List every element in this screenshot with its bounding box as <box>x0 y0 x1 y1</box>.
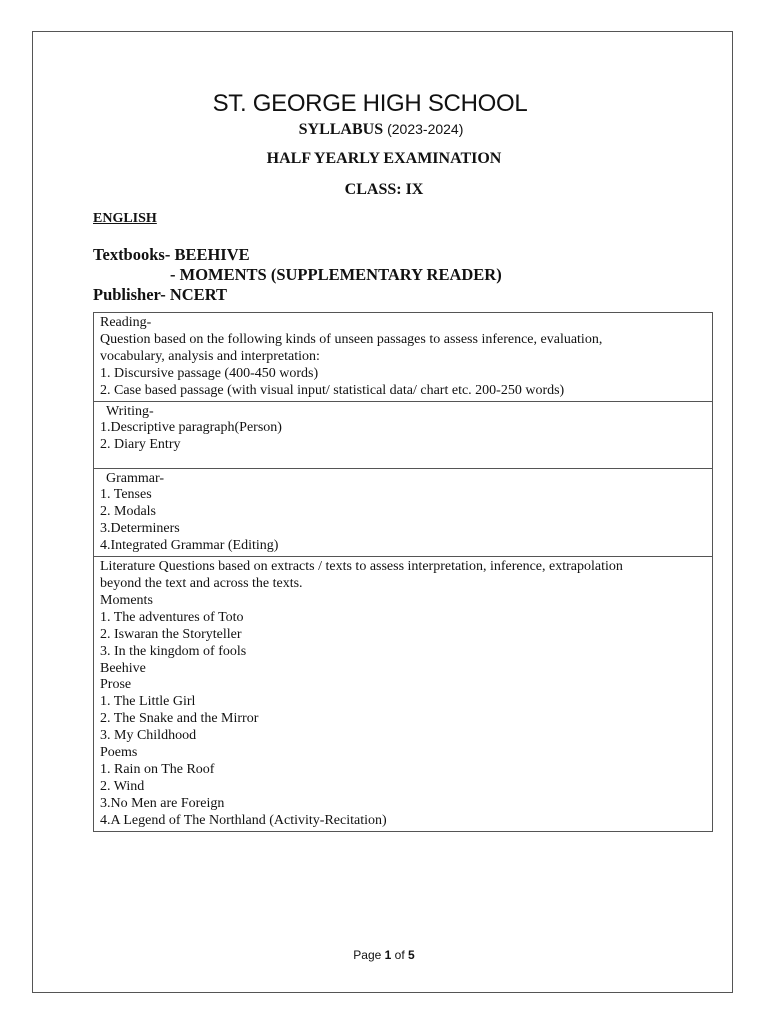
section-line: 1. Rain on The Roof <box>100 761 215 777</box>
page-footer <box>0 948 768 962</box>
section-line: vocabulary, analysis and interpretation: <box>100 348 320 364</box>
section-line: 3.No Men are Foreign <box>100 795 225 811</box>
section-line: Prose <box>100 677 132 693</box>
publisher-line: Publisher- NCERT <box>93 285 228 304</box>
section-line: 1. The adventures of Toto <box>100 609 244 625</box>
syllabus-label: SYLLABUS <box>298 121 384 138</box>
section-line: Question based on the following kinds of unseen passages to assess inference, evaluation, <box>100 331 603 347</box>
section-line: beyond the text and across the texts. <box>100 575 303 591</box>
section-line: 2. Wind <box>100 778 145 794</box>
textbooks-line-2: - MOMENTS (SUPPLEMENTARY READER) <box>170 265 502 284</box>
table-row <box>94 557 713 832</box>
section-line: 1. Discursive passage (400-450 words) <box>100 365 319 381</box>
exam-title: HALF YEARLY EXAMINATION <box>266 150 502 167</box>
section-grammar <box>94 468 713 557</box>
textbooks-line-1: Textbooks- BEEHIVE <box>93 245 250 264</box>
section-reading <box>94 313 713 402</box>
section-line: Reading- <box>100 315 152 330</box>
table-row <box>94 313 713 402</box>
section-writing <box>94 401 713 468</box>
table-row <box>94 468 713 557</box>
section-line: 2. The Snake and the Mirror <box>100 711 259 727</box>
section-line: 2. Diary Entry <box>100 437 181 453</box>
section-literature <box>94 557 713 832</box>
section-line: Literature Questions based on extracts / texts to assess interpretation, inference, extrapolation <box>100 559 623 575</box>
section-line: 4.A Legend of The Northland (Activity-Recitation) <box>100 812 387 828</box>
syllabus-heading <box>0 121 762 139</box>
section-line: 1. The Little Girl <box>100 694 196 710</box>
section-line: 1.Descriptive paragraph(Person) <box>100 420 282 436</box>
school-name: ST. GEORGE HIGH SCHOOL <box>212 90 528 117</box>
section-line: Writing- <box>106 403 154 419</box>
class-title: CLASS: IX <box>344 181 424 198</box>
section-line: Moments <box>100 592 153 608</box>
section-line: 2. Modals <box>100 504 156 520</box>
of-word: of <box>394 948 405 962</box>
section-line: Beehive <box>100 660 146 676</box>
syllabus-year: (2023-2024) <box>387 121 464 137</box>
syllabus-table <box>93 312 713 832</box>
section-line: 3. My Childhood <box>100 728 197 744</box>
subject-heading: ENGLISH <box>93 211 157 226</box>
section-line: 4.Integrated Grammar (Editing) <box>100 538 279 554</box>
page-word: Page <box>353 948 382 962</box>
section-line: 3. In the kingdom of fools <box>100 643 247 659</box>
section-line: 1. Tenses <box>100 487 152 503</box>
section-line: 2. Iswaran the Storyteller <box>100 626 242 642</box>
total-pages: 5 <box>408 948 415 962</box>
section-line: 2. Case based passage (with visual input/ statistical data/ chart etc. 200-250 words) <box>100 382 565 398</box>
table-row <box>94 401 713 468</box>
section-line: 3.Determiners <box>100 521 180 537</box>
section-line: Grammar- <box>106 470 165 486</box>
section-line: Poems <box>100 745 138 761</box>
current-page: 1 <box>384 948 392 962</box>
